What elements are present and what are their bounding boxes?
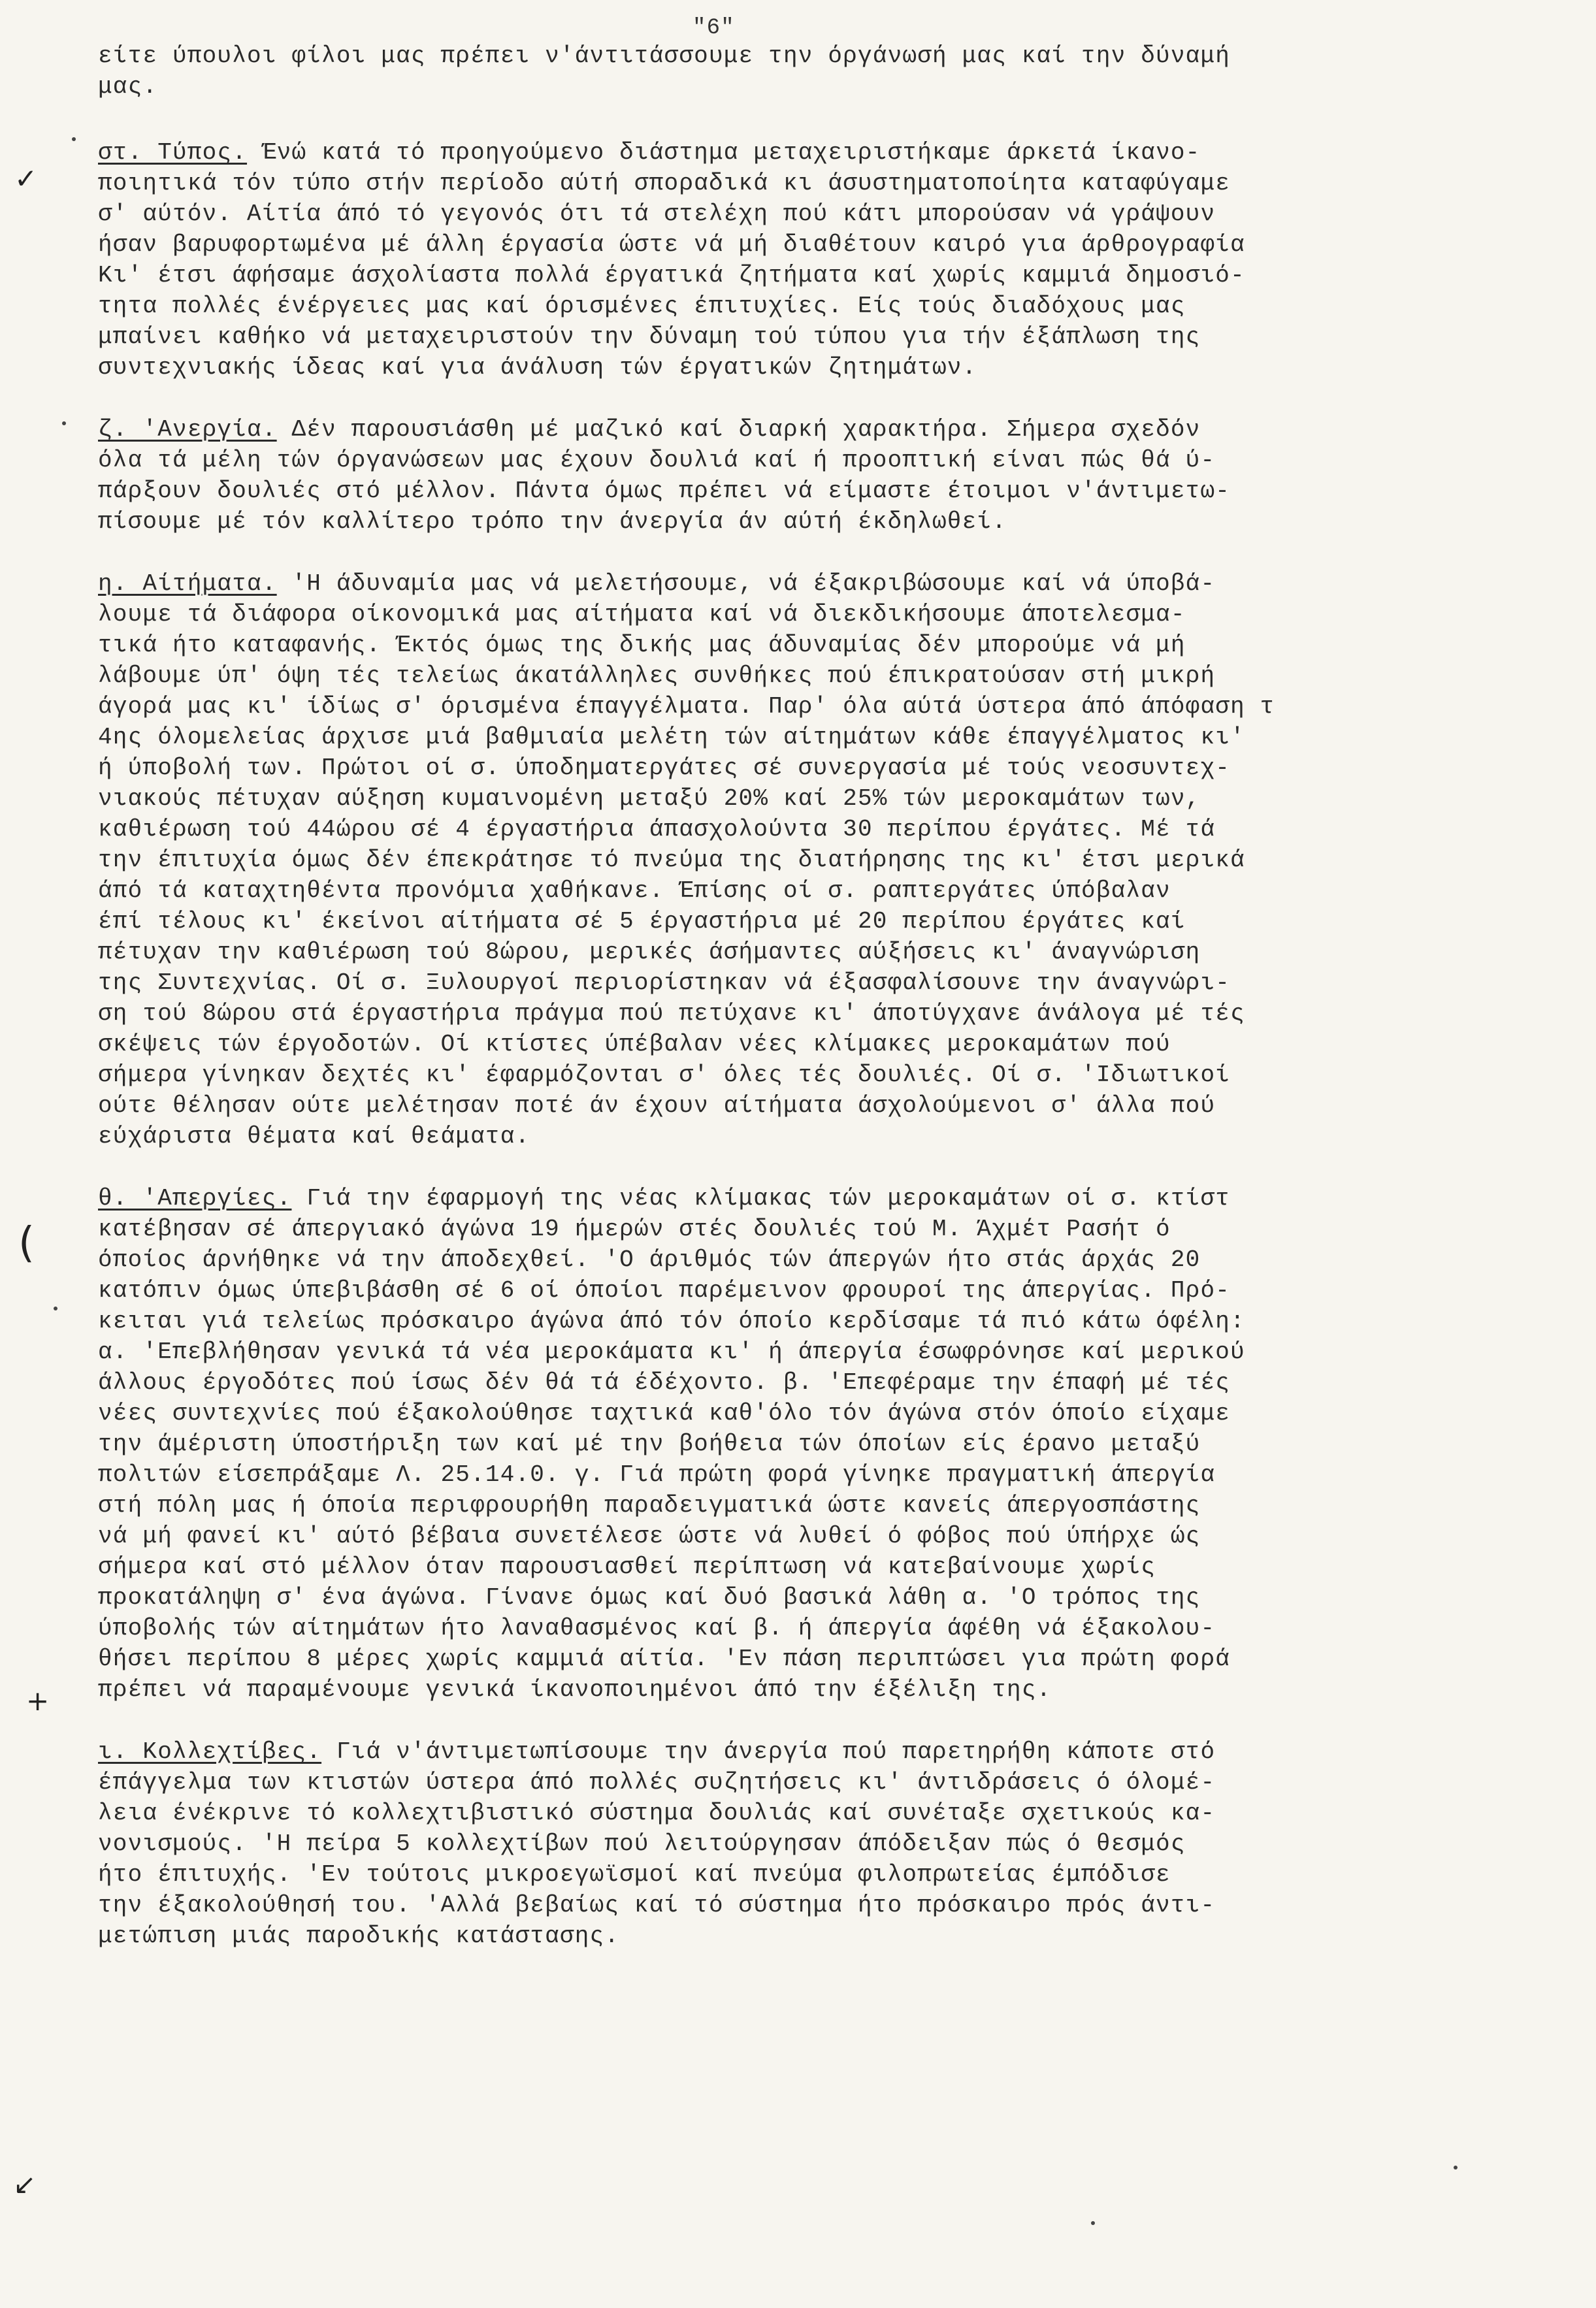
text-line: άπό τά καταχτηθέντα προνόμια χαθήκανε. Έπίσης οί σ. ραπτεργάτες ύπόβαλαν xyxy=(98,877,1171,904)
speckle-dot xyxy=(62,421,66,425)
text-line xyxy=(98,568,1561,599)
text-line xyxy=(98,1736,1561,1767)
text-line: άλλους έργοδότες πού ίσως δέν θά τά έδέχοντο. β. 'Επεφέραμε την έπαφή μέ τές xyxy=(98,1369,1231,1396)
text-line: είτε ύπουλοι φίλοι μας πρέπει ν'άντιτάσσουμε την όργάνωσή μας καί την δύναμή xyxy=(98,42,1231,69)
text-line: πάρξουν δουλιές στό μέλλον. Πάντα όμως πρέπει νά είμαστε έτοιμοι ν'άντιμετω- xyxy=(98,478,1231,504)
text-line: τικά ήτο καταφανής. Έκτός όμως της δικής μας άδυναμίας δέν μπορούμε νά μή xyxy=(98,632,1186,658)
text-line xyxy=(98,414,1561,445)
section-strikes xyxy=(98,1183,1561,1705)
text-line: την άμέριστη ύποστήριξη των καί μέ την βοήθεια τών όποίων είς έρανο μεταξύ xyxy=(98,1431,1201,1457)
text-line: ούτε θέλησαν ούτε μελέτησαν ποτέ άν έχουν αίτήματα άσχολούμενοι σ' άλλα πού xyxy=(98,1092,1216,1119)
speckle-dot xyxy=(54,1307,57,1310)
paragraph-intro xyxy=(98,41,1561,102)
text-line: 4ης όλομελείας άρχισε μιά βαθμιαία μελέτη τών αίτημάτων κάθε έπαγγέλματος κι' xyxy=(98,724,1245,751)
text-line: λεια ένέκρινε τό κολλεχτιβιστικό σύστημα δουλιάς καί συνέταξε σχετικούς κα- xyxy=(98,1800,1216,1827)
text-line-rest: Γιά ν'άντιμετωπίσουμε την άνεργία πού παρετηρήθη κάποτε στό xyxy=(336,1738,1216,1765)
text-line xyxy=(98,1183,1561,1214)
text-line: της Συντεχνίας. Οί σ. Ξυλουργοί περιορίστηκαν νά έξασφαλίσουνε την άναγνώρι- xyxy=(98,969,1231,996)
text-line: ήσαν βαρυφορτωμένα μέ άλλη έργασία ώστε νά μή διαθέτουν καιρό για άρθρογραφία xyxy=(98,231,1245,258)
text-line: σκέψεις τών έργοδοτών. Οί κτίστες ύπέβαλαν νέες κλίμακες μεροκαμάτων πού xyxy=(98,1031,1171,1058)
text-line-rest: Δέν παρουσιάσθη μέ μαζικό καί διαρκή χαρακτήρα. Σήμερα σχεδόν xyxy=(291,416,1201,443)
text-line: λάβουμε ύπ' όψη τές τελείως άκατάλληλες συνθήκες πού έπικρατούσαν στή μικρή xyxy=(98,662,1216,689)
text-line-rest: Γιά την έφαρμογή της νέας κλίμακας τών μεροκαμάτων οί σ. κτίστ xyxy=(306,1185,1231,1212)
margin-plus-mark: + xyxy=(26,1685,50,1717)
text-line: α. 'Επεβλήθησαν γενικά τά νέα μεροκάματα κι' ή άπεργία έσωφρόνησε καί μερικού xyxy=(98,1339,1245,1365)
text-line: ση τού 8ώρου στά έργαστήρια πράγμα πού πετύχανε κι' άποτύγχανε άνάλογα μέ τές xyxy=(98,1000,1245,1027)
text-line: νονισμούς. 'Η πείρα 5 κολλεχτίβων πού λειτούργησαν άπόδειξαν πώς ό θεσμός xyxy=(98,1830,1186,1857)
text-line: ήτο έπιτυχής. 'Εν τούτοις μικροεγωϊσμοί καί πνεύμα φιλοπρωτείας έμπόδισε xyxy=(98,1861,1171,1888)
section-press xyxy=(98,137,1561,383)
section-demands xyxy=(98,568,1561,1152)
document-body xyxy=(98,41,1561,1983)
text-line: εύχάριστα θέματα καί θεάματα. xyxy=(98,1123,530,1150)
text-line: άγορά μας κι' ίδίως σ' όρισμένα έπαγγέλματα. Παρ' όλα αύτά ύστερα άπό άπόφαση τ xyxy=(98,693,1275,720)
text-line: πέτυχαν την καθιέρωση τού 8ώρου, μερικές άσήμαντες αύξήσεις κι' άναγνώριση xyxy=(98,939,1201,966)
text-line: την έπιτυχία όμως δέν έπεκράτησε τό πνεύμα της διατήρησης της κι' έτσι μερικά xyxy=(98,847,1245,873)
section-heading: ζ. 'Ανεργία. xyxy=(98,416,277,443)
text-line: Κι' έτσι άφήσαμε άσχολίαστα πολλά έργατικά ζητήματα καί χωρίς καμμιά δημοσιό- xyxy=(98,262,1245,289)
text-line: σήμερα καί στό μέλλον όταν παρουσιασθεί περίπτωση νά κατεβαίνουμε χωρίς xyxy=(98,1553,1156,1580)
section-collectives xyxy=(98,1736,1561,1951)
margin-bracket-mark: ( xyxy=(18,1219,36,1267)
text-line-rest: 'Η άδυναμία μας νά μελετήσουμε, νά έξακριβώσουμε καί νά ύποβά- xyxy=(291,570,1216,597)
text-line: την έξακολούθησή του. 'Αλλά βεβαίως καί τό σύστημα ήτο πρόσκαιρο πρός άντι- xyxy=(98,1892,1216,1919)
section-unemployment xyxy=(98,414,1561,537)
section-heading: η. Αίτήματα. xyxy=(98,570,277,597)
speckle-dot xyxy=(1454,2166,1458,2170)
text-line: καθιέρωση τού 44ώρου σέ 4 έργαστήρια άπασχολούντα 30 περίπου έργάτες. Μέ τά xyxy=(98,816,1216,843)
text-line: πολιτών είσεπράξαμε Λ. 25.14.0. γ. Γιά πρώτη φορά γίνηκε πραγματική άπεργία xyxy=(98,1461,1216,1488)
text-line-rest: Ένώ κατά τό προηγούμενο διάστημα μεταχειριστήκαμε άρκετά ίκανο- xyxy=(261,139,1201,166)
section-heading: στ. Τύπος. xyxy=(98,139,248,166)
text-line: σ' αύτόν. Αίτία άπό τό γεγονός ότι τά στελέχη πού κάτι μπορούσαν νά γράψουν xyxy=(98,201,1216,227)
text-line: έπάγγελμα των κτιστών ύστερα άπό πολλές συζητήσεις κι' άντιδράσεις ό όλομέ- xyxy=(98,1769,1216,1796)
text-line: λουμε τά διάφορα οίκονομικά μας αίτήματα καί νά διεκδικήσουμε άποτελεσμα- xyxy=(98,601,1186,628)
page-number: "6" xyxy=(692,16,735,41)
margin-scratch-mark: ↙ xyxy=(13,2168,37,2200)
margin-check-mark: ✓ xyxy=(14,163,39,195)
text-line: στή πόλη μας ή όποία περιφρουρήθη παραδειγματικά ώστε κανείς άπεργοσπάστης xyxy=(98,1492,1201,1519)
text-line: όλα τά μέλη τών όργανώσεων μας έχουν δουλιά καί ή προοπτική είναι πώς θά ύ- xyxy=(98,447,1216,474)
section-heading: θ. 'Απεργίες. xyxy=(98,1185,292,1212)
text-line: σήμερα γίνηκαν δεχτές κι' έφαρμόζονται σ' όλες τές δουλιές. Οί σ. 'Ιδιωτικοί xyxy=(98,1062,1231,1088)
text-line xyxy=(98,137,1561,168)
text-line: νέες συντεχνίες πού έξακολούθησε ταχτικά καθ'όλο τόν άγώνα στόν όποίο είχαμε xyxy=(98,1400,1231,1427)
text-line: ύποβολής τών αίτημάτων ήτο λαναθασμένος καί β. ή άπεργία άφέθη νά έξακολου- xyxy=(98,1615,1216,1642)
text-line: έπί τέλους κι' έκείνοι αίτήματα σέ 5 έργαστήρια μέ 20 περίπου έργάτες καί xyxy=(98,908,1186,935)
text-line: πρέπει νά παραμένουμε γενικά ίκανοποιημένοι άπό την έξέλιξη της. xyxy=(98,1676,1052,1703)
speckle-dot xyxy=(72,137,76,141)
text-line: κατέβησαν σέ άπεργιακό άγώνα 19 ήμερών στές δουλιές τού Μ. Άχμέτ Ρασήτ ό xyxy=(98,1216,1171,1243)
text-line: μετώπιση μιάς παροδικής κατάστασης. xyxy=(98,1923,620,1949)
text-line: θήσει περίπου 8 μέρες χωρίς καμμιά αίτία. 'Εν πάση περιπτώσει για πρώτη φορά xyxy=(98,1646,1231,1672)
text-line: ποιητικά τόν τύπο στήν περίοδο αύτή σποραδικά κι άσυστηματοποίητα καταφύγαμε xyxy=(98,170,1231,197)
text-line: μας. xyxy=(98,73,158,100)
text-line: προκατάληψη σ' ένα άγώνα. Γίνανε όμως καί δυό βασικά λάθη α. 'Ο τρόπος της xyxy=(98,1584,1201,1611)
text-line: μπαίνει καθήκο νά μεταχειριστούν την δύναμη τού τύπου για τήν έξάπλωση της xyxy=(98,323,1201,350)
section-heading: ι. Κολλεχτίβες. xyxy=(98,1738,322,1765)
text-line: ή ύποβολή των. Πρώτοι οί σ. ύποδηματεργάτες σέ συνεργασία μέ τούς νεοσυντεχ- xyxy=(98,755,1231,781)
text-line: νά μή φανεί κι' αύτό βέβαια συνετέλεσε ώστε νά λυθεί ό φόβος πού ύπήρχε ώς xyxy=(98,1523,1201,1550)
text-line: κατόπιν όμως ύπεβιβάσθη σέ 6 οί όποίοι παρέμεινον φρουροί της άπεργίας. Πρό- xyxy=(98,1277,1231,1304)
text-line: τητα πολλές ένέργειες μας καί όρισμένες έπιτυχίες. Είς τούς διαδόχους μας xyxy=(98,293,1186,319)
speckle-dot xyxy=(1091,2221,1095,2225)
text-line: όποίος άρνήθηκε νά την άποδεχθεί. 'Ο άριθμός τών άπεργών ήτο στάς άρχάς 20 xyxy=(98,1246,1201,1273)
text-line: νιακούς πέτυχαν αύξηση κυμαινομένη μεταξύ 20% καί 25% τών μεροκαμάτων των, xyxy=(98,785,1201,812)
text-line: συντεχνιακής ίδεας καί για άνάλυση τών έργατικών ζητημάτων. xyxy=(98,354,977,381)
text-line: πίσουμε μέ τόν καλλίτερο τρόπο την άνεργία άν αύτή έκδηλωθεί. xyxy=(98,508,1007,535)
text-line: κειται γιά τελείως πρόσκαιρο άγώνα άπό τόν όποίο κερδίσαμε τά πιό κάτω όφέλη: xyxy=(98,1308,1245,1335)
